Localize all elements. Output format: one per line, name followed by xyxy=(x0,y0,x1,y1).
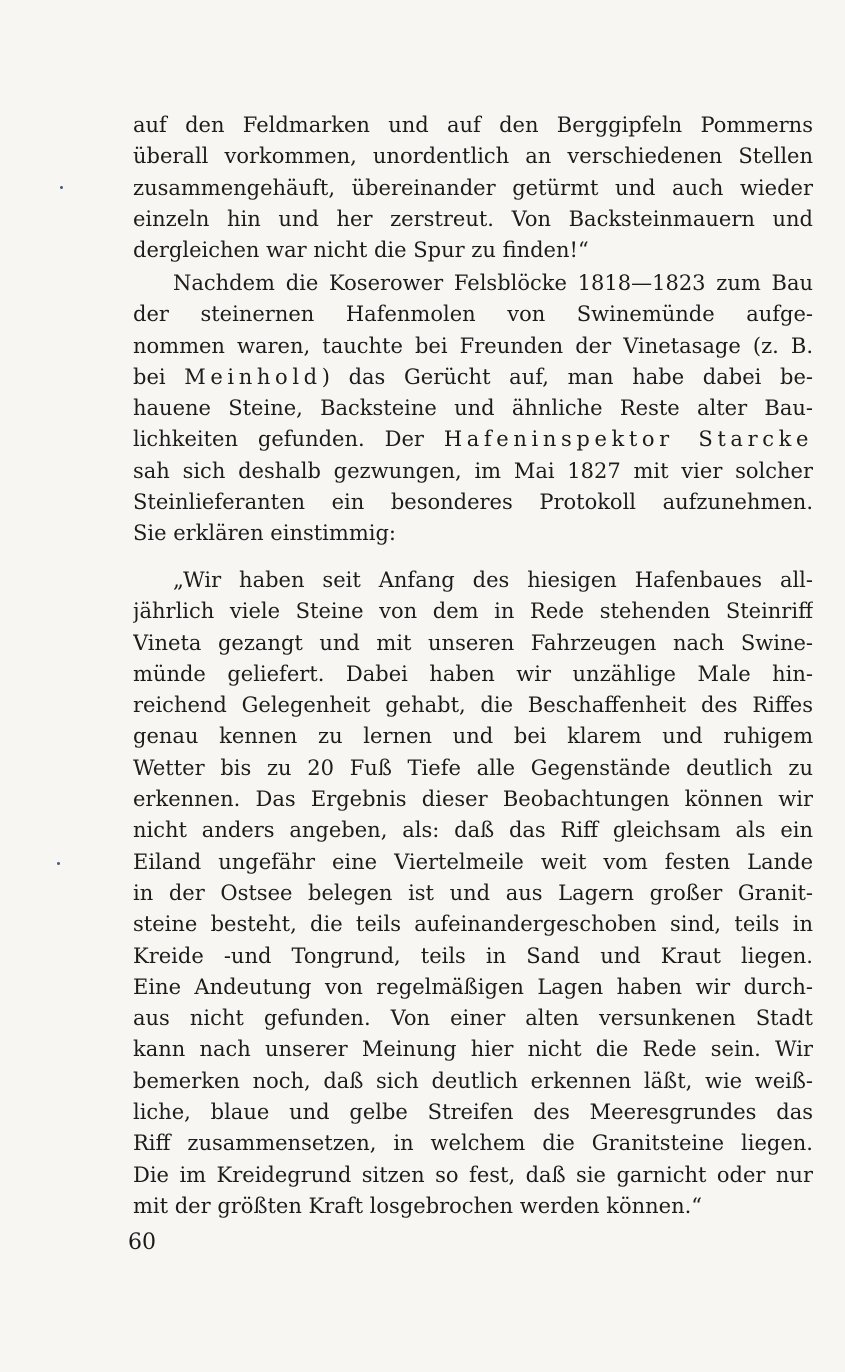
text-line: Eiland ungefähr eine Viertelmeile weit vom festen Lande xyxy=(133,849,813,874)
text-line: „Wir haben seit Anfang des hiesigen Hafenbaues all- xyxy=(173,568,813,592)
text-line: Wetter bis zu 20 Fuß Tiefe alle Gegenstände deutlich zu xyxy=(133,755,813,780)
text-line: nommen waren, tauchte bei Freunden der Vinetasage (z. B. xyxy=(133,333,813,358)
text-line: reichend Gelegenheit gehabt, die Beschaffenheit des Riffes xyxy=(133,693,813,718)
text-line: jährlich viele Steine von dem in Rede stehenden Steinriff xyxy=(133,599,813,624)
text-line: der steinernen Hafenmolen von Swinemünde aufge- xyxy=(133,302,813,327)
text-line: Sie erklären einstimmig: xyxy=(133,521,396,546)
text-line: auf den Feldmarken und auf den Berggipfeln Pommerns xyxy=(133,113,813,137)
text-line: Die im Kreidegrund sitzen so fest, daß sie garnicht oder nur xyxy=(133,1162,813,1187)
text-line: erkennen. Das Ergebnis dieser Beobachtungen können wir xyxy=(133,787,813,812)
spaced-name: Meinhold xyxy=(184,364,322,389)
text-line: dergleichen war nicht die Spur zu finden!“ xyxy=(133,238,589,263)
paper-speck xyxy=(60,186,63,189)
text-line: überall vorkommen, unordentlich an verschiedenen Stellen xyxy=(133,144,813,169)
text-line: Eine Andeutung von regelmäßigen Lagen haben wir durch- xyxy=(133,974,813,999)
text-line: bemerken noch, daß sich deutlich erkennen läßt, wie weiß- xyxy=(133,1068,813,1093)
paragraph-2 xyxy=(133,268,813,550)
paper-speck xyxy=(57,862,60,865)
text-line: liche, blaue und gelbe Streifen des Meeresgrundes das xyxy=(133,1100,813,1125)
text-line: zusammengehäuft, übereinander getürmt und auch wieder xyxy=(133,175,813,200)
spaced-name: Hafeninspektor Starcke xyxy=(443,427,813,452)
text-line: mit der größten Kraft losgebrochen werden können.“ xyxy=(133,1193,703,1218)
page-number: 60 xyxy=(128,1230,156,1255)
text-line: hauene Steine, Backsteine und ähnliche Reste alter Bau- xyxy=(133,396,813,421)
paragraph-3 xyxy=(133,565,813,1222)
text-line: lichkeiten gefunden. Der Hafeninspektor Starcke xyxy=(133,427,813,452)
text-line: sah sich deshalb gezwungen, im Mai 1827 mit vier solcher xyxy=(133,458,813,483)
text-line: Nachdem die Koserower Felsblöcke 1818—1823 zum Bau xyxy=(173,271,813,295)
text-line: nicht anders angeben, als: daß das Riff gleichsam als ein xyxy=(133,818,813,843)
text-line: Steinlieferanten ein besonderes Protokoll aufzunehmen. xyxy=(133,490,813,515)
text-line: Vineta gezangt und mit unseren Fahrzeugen nach Swine- xyxy=(133,630,813,655)
text-line: Kreide -und Tongrund, teils in Sand und Kraut liegen. xyxy=(133,943,813,968)
text-line: genau kennen zu lernen und bei klarem und ruhigem xyxy=(133,724,813,749)
text-line: aus nicht gefunden. Von einer alten versunkenen Stadt xyxy=(133,1006,813,1031)
text-line: kann nach unserer Meinung hier nicht die Rede sein. Wir xyxy=(133,1037,813,1062)
text-line: bei Meinhold) das Gerücht auf, man habe dabei be- xyxy=(133,364,813,389)
paragraph-1 xyxy=(133,110,813,266)
text-line: münde geliefert. Dabei haben wir unzählige Male hin- xyxy=(133,661,813,686)
text-line: einzeln hin und her zerstreut. Von Backsteinmauern und xyxy=(133,206,813,231)
text-line: in der Ostsee belegen ist und aus Lagern großer Granit- xyxy=(133,880,813,905)
text-line: Riff zusammensetzen, in welchem die Granitsteine liegen. xyxy=(133,1131,813,1156)
text-line: steine besteht, die teils aufeinandergeschoben sind, teils in xyxy=(133,912,813,937)
